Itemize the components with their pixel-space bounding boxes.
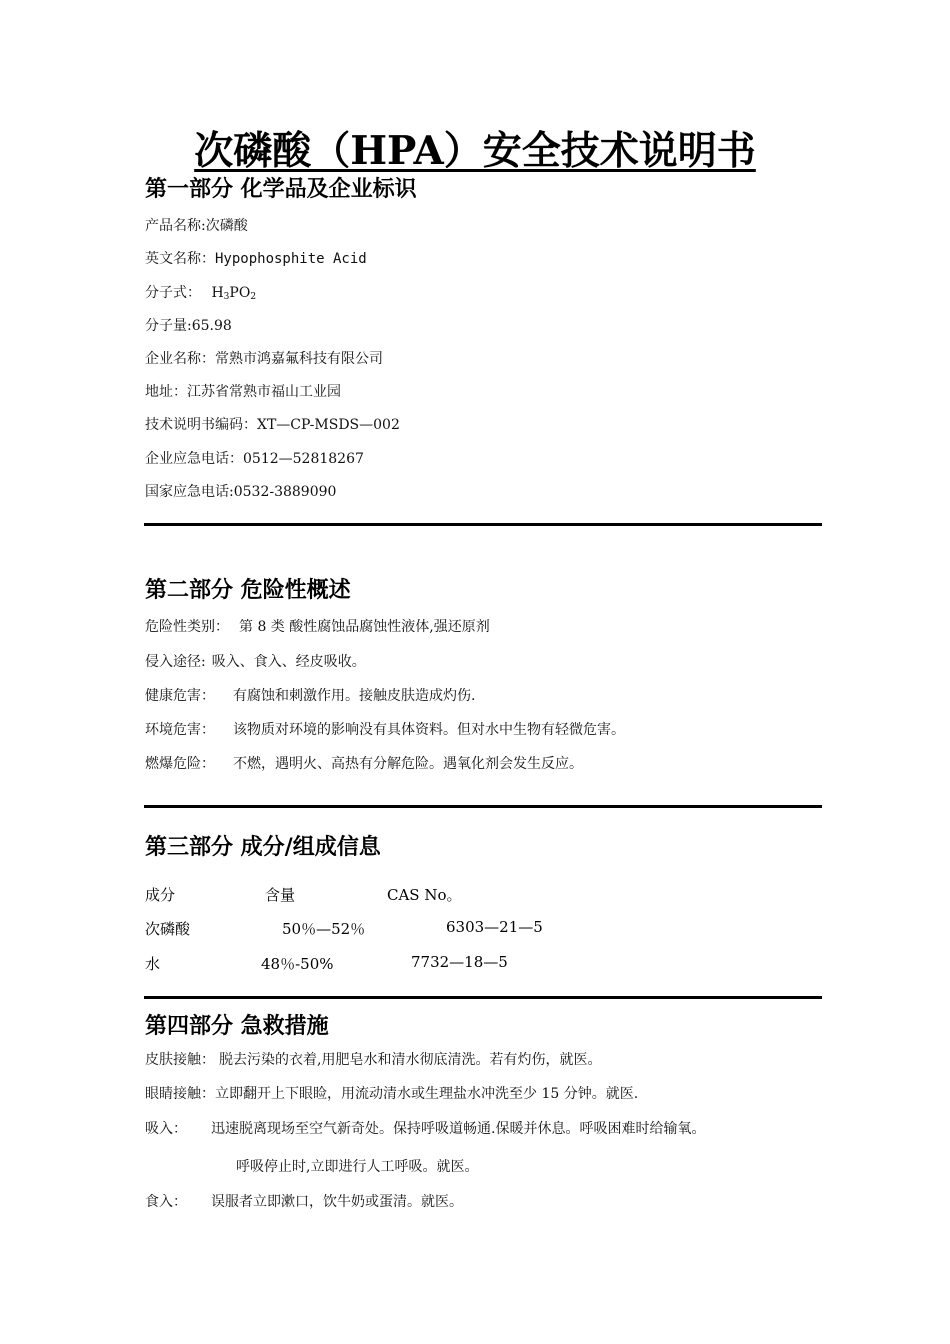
table-cell-cas: 7732—18—5 bbox=[411, 953, 508, 971]
table-cell-content: 50％—52％ bbox=[282, 920, 366, 938]
molecular-formula bbox=[145, 282, 256, 302]
inhalation-continued: 呼吸停止时,立即进行人工呼吸。就医。 bbox=[236, 1159, 479, 1175]
formula-label: 分子式： bbox=[145, 285, 201, 301]
table-header-cas: CAS No。 bbox=[387, 886, 462, 904]
english-name: 英文名称：Hypophosphite Acid bbox=[145, 251, 367, 267]
table-header-content: 含量 bbox=[265, 886, 296, 904]
product-name: 产品名称:次磷酸 bbox=[145, 218, 248, 234]
section3-heading: 第三部分 成分/组成信息 bbox=[145, 834, 381, 860]
company-emergency-phone: 企业应急电话：0512—52818267 bbox=[145, 451, 364, 467]
hazard-class: 危险性类别： 第 8 类 酸性腐蚀品腐蚀性液体,强还原剂 bbox=[145, 619, 490, 635]
table-cell-name: 次磷酸 bbox=[145, 920, 191, 938]
document-title: 次磷酸（HPA）安全技术说明书 bbox=[194, 128, 756, 174]
table-cell-name: 水 bbox=[145, 955, 161, 973]
ingestion: 食入： 误服者立即漱口，饮牛奶或蛋清。就医。 bbox=[145, 1194, 463, 1210]
section-divider bbox=[144, 996, 822, 999]
health-hazard: 健康危害： 有腐蚀和刺激作用。接触皮肤造成灼伤. bbox=[145, 688, 476, 704]
document-code: 技术说明书编码：XT—CP-MSDS—002 bbox=[145, 417, 400, 433]
environmental-hazard: 环境危害： 该物质对环境的影响没有具体资料。但对水中生物有轻微危害。 bbox=[145, 722, 625, 738]
table-cell-content: 48％-50% bbox=[261, 955, 334, 973]
eye-contact: 眼睛接触：立即翻开上下眼睑，用流动清水或生理盐水冲洗至少 15 分钟。就医. bbox=[145, 1086, 639, 1102]
exposure-route: 侵入途径: 吸入、食入、经皮吸收。 bbox=[145, 654, 366, 670]
section1-heading: 第一部分 化学品及企业标识 bbox=[145, 176, 417, 202]
table-cell-cas: 6303—21—5 bbox=[446, 918, 543, 936]
section4-heading: 第四部分 急救措施 bbox=[145, 1013, 329, 1039]
national-emergency-phone: 国家应急电话:0532-3889090 bbox=[145, 484, 337, 500]
inhalation: 吸入： 迅速脱离现场至空气新奇处。保持呼吸道畅通.保暖并休息。呼吸困难时给输氧。 bbox=[145, 1121, 706, 1137]
section-divider bbox=[144, 523, 822, 526]
formula-value: $H_3PO_2$ bbox=[211, 285, 257, 302]
fire-explosion-hazard: 燃爆危险： 不燃，遇明火、高热有分解危险。遇氧化剂会发生反应。 bbox=[145, 756, 583, 772]
table-header-component: 成分 bbox=[145, 886, 176, 904]
skin-contact: 皮肤接触： 脱去污染的衣着,用肥皂水和清水彻底清洗。若有灼伤，就医。 bbox=[145, 1052, 602, 1068]
company-name: 企业名称：常熟市鸿嘉氟科技有限公司 bbox=[145, 351, 383, 367]
molecular-weight: 分子量:65.98 bbox=[145, 318, 232, 334]
company-address: 地址：江苏省常熟市福山工业园 bbox=[145, 384, 341, 400]
section2-heading: 第二部分 危险性概述 bbox=[145, 577, 351, 603]
section-divider bbox=[144, 805, 822, 808]
